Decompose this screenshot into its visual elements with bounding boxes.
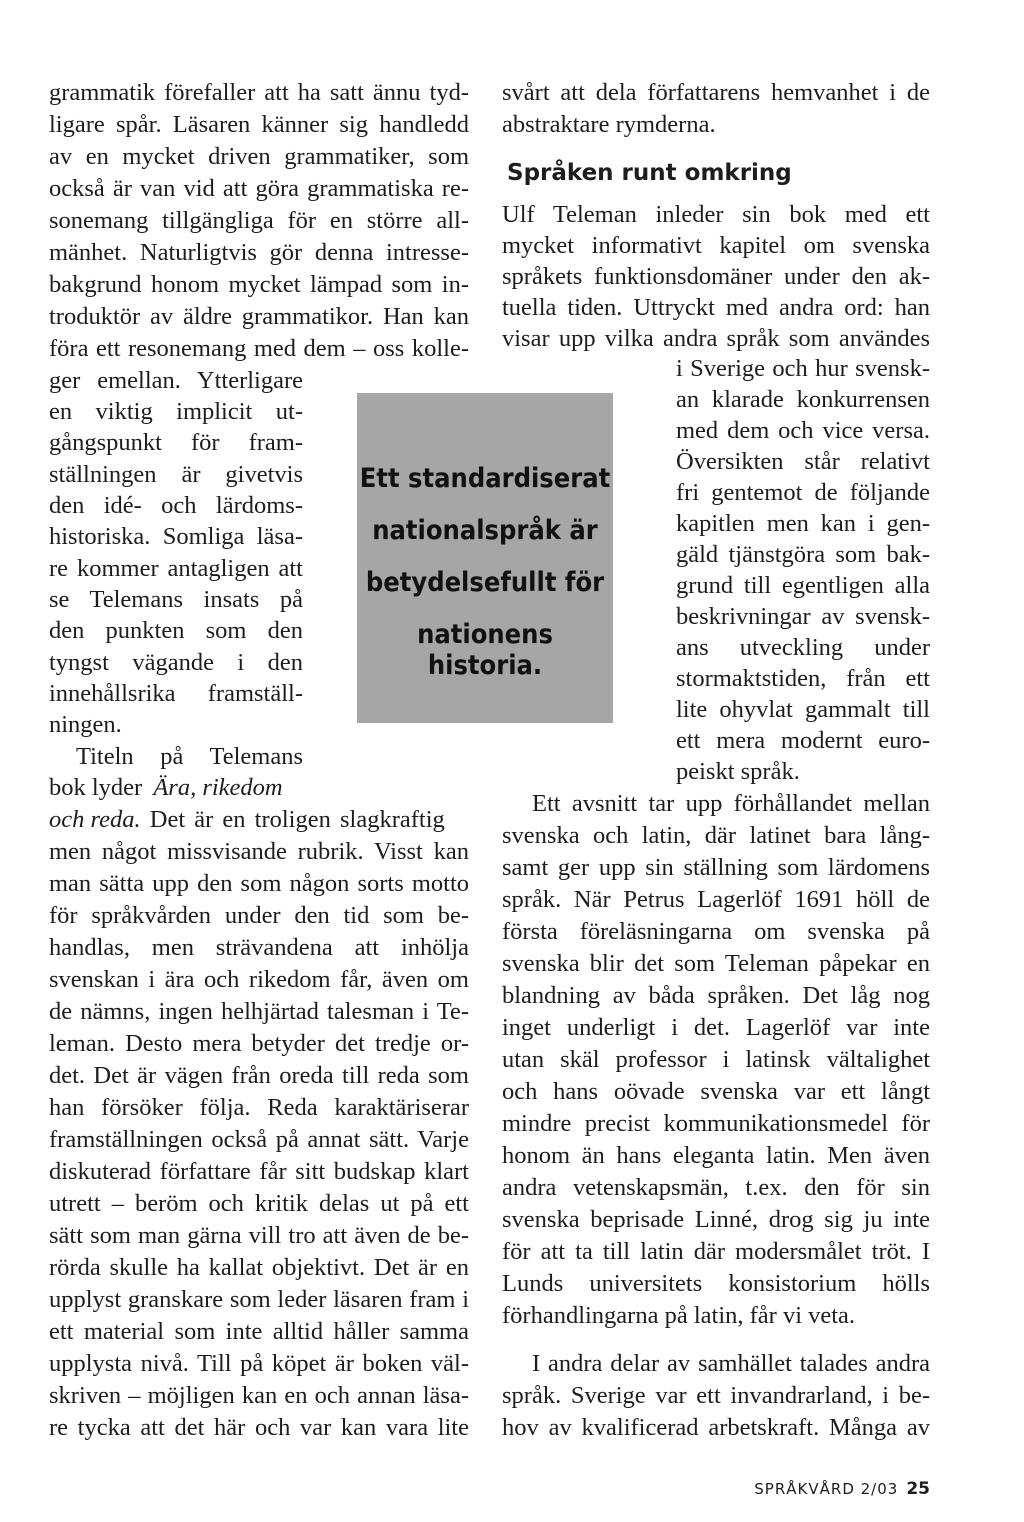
text-line (49, 773, 303, 803)
text-line: svenska och latin, där latinet bara lång- (502, 822, 930, 849)
text-line: re tycka att det här och var kan vara lite (49, 1414, 469, 1441)
text-fragment: Det är en troligen slagkraftig (140, 806, 445, 833)
text-line: men något missvisande rubrik. Visst kan (49, 838, 469, 865)
text-line: blandning av båda språken. Det låg nog (502, 982, 930, 1009)
text-line: bakgrund honom mycket lämpad som in- (49, 271, 469, 298)
text-line: troduktör av äldre grammatikor. Han kan (49, 303, 469, 330)
text-line: grammatik förefaller att ha satt ännu tyd- (49, 79, 469, 106)
text-line: ett mera modernt euro- (676, 727, 930, 754)
text-line: sätt som man gärna vill tro att även de be- (49, 1222, 469, 1249)
text-line: ningen. (49, 711, 122, 738)
text-line: grund till egentligen alla (676, 572, 930, 599)
text-line: Lunds universitets konsistorium hölls (502, 1270, 930, 1297)
page-footer (754, 1479, 930, 1499)
book-title-italic: och reda. (49, 806, 141, 833)
text-line: se Telemans insats på (49, 586, 303, 613)
text-line: handlas, men strävandena att inhölja (49, 934, 469, 961)
text-line: Översikten står relativt (676, 448, 930, 475)
text-line: hov av kvalificerad arbetskraft. Många av (502, 1414, 930, 1441)
text-line: skriven – möjligen kan en och annan läsa- (49, 1382, 469, 1409)
text-line: stormaktstiden, från ett (676, 665, 930, 692)
text-line: kapitlen men kan i gen- (676, 510, 930, 537)
text-line: mycket informativt kapitel om svenska (502, 232, 930, 259)
text-line: I andra delar av samhället talades andra (532, 1350, 930, 1377)
pull-quote-line: betydelsefullt för (365, 567, 605, 598)
text-line (49, 805, 469, 835)
book-title-italic: Ära, rikedom (153, 774, 283, 801)
text-line: språkets funktionsdomäner under den ak- (502, 263, 930, 290)
text-line: han försöker följa. Reda karaktäriserar (49, 1094, 469, 1121)
text-line: peiskt språk. (676, 758, 800, 785)
text-line: svenska blir det som Teleman påpekar en (502, 950, 930, 977)
text-line: i Sverige och hur svensk- (676, 355, 930, 382)
text-line: innehållsrika framställ- (49, 680, 303, 707)
section-heading: Språken runt omkring (507, 160, 792, 186)
text-line: svenska beprisade Linné, drog sig ju inte (502, 1206, 930, 1233)
text-line: gångspunkt för fram- (49, 429, 303, 456)
text-line: samt ger upp sin ställning som lärdomens (502, 854, 930, 881)
text-line: den idé- och lärdoms- (49, 492, 303, 519)
text-line: andra vetenskapsmän, t.ex. den för sin (502, 1174, 930, 1201)
text-line: ans utveckling under (676, 634, 930, 661)
text-line: beskrivningar av svensk- (676, 603, 930, 630)
text-line: re kommer antagligen att (49, 555, 303, 582)
text-line: ett material som inte alltid håller samma (49, 1318, 469, 1345)
text-line: Ett avsnitt tar upp förhållandet mellan (532, 790, 930, 817)
text-line: förhandlingarna på latin, får vi veta. (502, 1302, 856, 1329)
text-line: lite ohyvlat gammalt till (676, 696, 930, 723)
text-line: för att ta till latin där modersmålet tröt. I (502, 1238, 930, 1265)
text-line: Titeln på Telemans (76, 743, 303, 770)
text-line: an klarade konkurrensen (676, 386, 930, 413)
text-line: det. Det är vägen från oreda till reda som (49, 1062, 469, 1089)
text-line: med dem och vice versa. (676, 417, 930, 444)
text-line: abstraktare rymderna. (502, 111, 716, 138)
text-line: diskuterad författare får sitt budskap klart (49, 1158, 469, 1185)
text-line: av en mycket driven grammatiker, som (49, 143, 469, 170)
text-line: språk. Sverige var ett invandrarland, i be- (502, 1382, 930, 1409)
text-line: Ulf Teleman inleder sin bok med ett (502, 201, 930, 228)
text-line: visar upp vilka andra språk som användes (502, 325, 930, 352)
text-line: sonemang tillgängliga för en större all- (49, 207, 469, 234)
text-line: upplysta nivå. Till på köpet är boken väl- (49, 1350, 469, 1377)
text-line: den punkten som den (49, 617, 303, 644)
text-line: också är van vid att göra grammatiska re- (49, 175, 469, 202)
text-line: utrett – beröm och kritik delas ut på ett (49, 1190, 469, 1217)
text-line: utan skäl professor i latinsk vältalighet (502, 1046, 930, 1073)
text-line: ger emellan. Ytterligare (49, 367, 303, 394)
publication-name: SPRÅKVÅRD 2/03 (754, 1480, 899, 1498)
text-line: för språkvården under den tid som be- (49, 902, 469, 929)
text-line: fri gentemot de följande (676, 479, 930, 506)
text-line: språk. När Petrus Lagerlöf 1691 höll de (502, 886, 930, 913)
text-line: inget underligt i det. Lagerlöf var inte (502, 1014, 930, 1041)
text-line: tyngst vägande i den (49, 649, 303, 676)
text-line: första föreläsningarna om svenska på (502, 918, 930, 945)
pull-quote-line: nationens historia. (417, 619, 553, 681)
text-line: föra ett resonemang med dem – oss kolle- (49, 335, 469, 362)
pull-quote-box (357, 393, 613, 723)
text-line: gäld tjänstgöra som bak- (676, 541, 930, 568)
text-line: ställningen är givetvis (49, 461, 303, 488)
text-fragment: bok lyder (49, 774, 149, 801)
text-line: upplyst granskare som leder läsaren fram i (49, 1286, 469, 1313)
page-number: 25 (906, 1479, 930, 1499)
text-line: svenskan i ära och rikedom får, även om (49, 966, 469, 993)
text-line: ligare spår. Läsaren känner sig handledd (49, 111, 469, 138)
text-line: leman. Desto mera betyder det tredje or- (49, 1030, 469, 1057)
text-line: mänhet. Naturligtvis gör denna intresse- (49, 239, 469, 266)
text-line: tuella tiden. Uttryckt med andra ord: han (502, 294, 930, 321)
text-line: historiska. Somliga läsa- (49, 523, 303, 550)
pull-quote-line: Ett standardiserat (359, 463, 611, 494)
text-line: och hans oövade svenska var ett långt (502, 1078, 930, 1105)
text-line: en viktig implicit ut- (49, 398, 303, 425)
pull-quote-line: nationalspråk är (372, 515, 598, 546)
text-line: man sätta upp den som någon sorts motto (49, 870, 469, 897)
text-line: de nämns, ingen helhjärtad talesman i Te- (49, 998, 469, 1025)
text-line: svårt att dela författarens hemvanhet i de (502, 79, 930, 106)
text-line: framställningen också på annat sätt. Varje (49, 1126, 469, 1153)
text-line: rörda skulle ha kallat objektivt. Det är en (49, 1254, 469, 1281)
text-line: mindre precist kommunikationsmedel för (502, 1110, 930, 1137)
text-line: honom än hans eleganta latin. Men även (502, 1142, 930, 1169)
